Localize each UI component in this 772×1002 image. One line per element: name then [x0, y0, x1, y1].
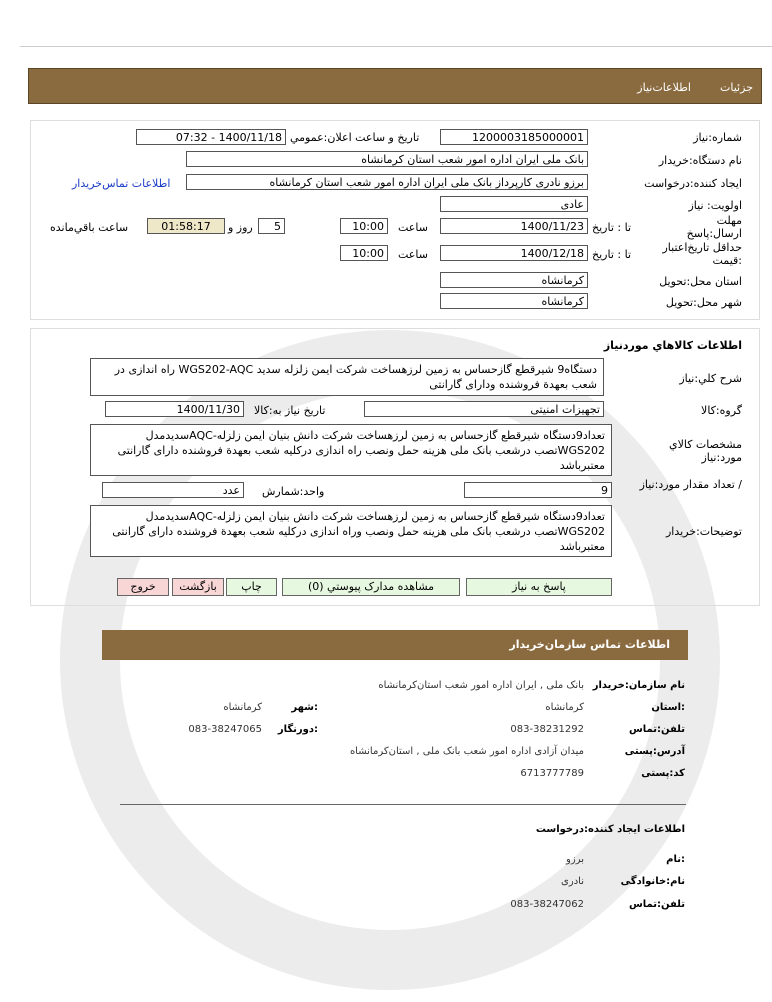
- desc-label: شرح کلي‌:نیاز: [679, 372, 742, 385]
- goods-title: اطلاعات کالاهاي مورد‌نیاز: [603, 339, 742, 352]
- creator-label: ایجاد کننده‌:درخواست: [644, 177, 742, 190]
- need-number-field: 1200003185000001: [440, 129, 588, 145]
- unit-label: واحد‌:شمارش: [262, 485, 325, 498]
- province-label: استان محل‌:تحویل: [659, 275, 742, 288]
- contact-city-value: کرمانشاه: [223, 702, 262, 713]
- buyer-label: نام دستگاه‌:خریدار: [658, 154, 742, 167]
- need-info-panel: [30, 120, 760, 320]
- need-number-label: شماره‌:نیاز: [693, 131, 742, 144]
- time-label-2: ساعت: [398, 248, 428, 261]
- creator-title: اطلاعات ایجاد کننده‌:درخواست: [535, 824, 685, 835]
- creator-family-value: نادری: [561, 876, 584, 887]
- spec-field: تعداد9دستگاه شیرقطع گازحساس به زمین لرزهساخت شرکت دانش بنیان ایمن زلزله-AQCسدیدمدل WGS202تصب درشعب بانک ملی هزینه حمل ونصب راه اندازی درکلیه شعب بعهدة فروشنده دارای گارانتی معتبرباشد: [90, 424, 612, 476]
- city-field: کرمانشاه: [440, 293, 588, 309]
- validity-time-field: 10:00: [340, 245, 388, 261]
- org-value: بانک ملی , ایران اداره امور شعب استان‌کرمانشاه: [378, 680, 584, 691]
- days-field: 5: [258, 218, 285, 234]
- qty-label: / تعداد مقدار مورد‌:نیاز: [639, 478, 742, 491]
- province-field: کرمانشاه: [440, 272, 588, 288]
- notes-field: تعداد9دستگاه شیرقطع گازحساس به زمین لرزهساخت شرکت دانش بنیان ایمن زلزله-AQCسدیدمدل WGS202تصب درشعب بانک ملی هزینه حمل ونصب وراه اندازی درکلیه شعب بعهدة فروشنده دارای گارانتی معتبرباشد: [90, 505, 612, 557]
- creator-field: برزو نادری کارپرداز بانک ملی ایران اداره امور شعب استان کرمانشاه: [186, 174, 588, 190]
- validity-label: حداقل تاریخ‌اعتبار :قیمت: [662, 241, 742, 267]
- top-divider: [20, 46, 772, 47]
- tab-need-info[interactable]: اطلاعات‌نیاز: [637, 81, 691, 94]
- contact-city-label: :شهر: [291, 702, 318, 713]
- exit-button[interactable]: خروج: [117, 578, 169, 596]
- creator-phone-value: 083-38247062: [510, 899, 584, 910]
- postal-label: کد‌:پستی: [641, 768, 685, 779]
- contact-phone-value: 083-38231292: [510, 724, 584, 735]
- to-date-label: تا : تاریخ: [592, 221, 631, 234]
- priority-field: عادی: [440, 196, 588, 212]
- deadline-label: مهلت ارسال‌:پاسخ: [686, 214, 742, 240]
- back-button[interactable]: بازگشت: [172, 578, 224, 596]
- announce-label: تاریخ و ساعت اعلان:عمومي: [290, 131, 420, 144]
- postal-value: 6713777789: [520, 768, 584, 779]
- countdown-field: 01:58:17: [147, 218, 225, 234]
- group-field: تجهیزات امنیتی: [364, 401, 604, 417]
- tab-details[interactable]: جزئیات: [720, 81, 753, 94]
- announce-field: 1400/11/18 - 07:32: [136, 129, 286, 145]
- days-label: روز و: [228, 221, 253, 234]
- creator-name-label: :نام: [666, 854, 685, 865]
- contact-phone-label: تلفن‌:تماس: [628, 724, 685, 735]
- fax-label: :دورنگار: [277, 724, 318, 735]
- spec-label: مشخصات کالاي مورد‌:نیاز: [668, 438, 742, 464]
- attachments-button[interactable]: مشاهده مدارک پیوستي (0): [282, 578, 460, 596]
- time-label: ساعت: [398, 221, 428, 234]
- deadline-time-field: 10:00: [340, 218, 388, 234]
- contact-province-label: :استان: [651, 702, 685, 713]
- reply-button[interactable]: پاسخ به نیاز: [466, 578, 612, 596]
- buyer-field: بانک ملی ایران اداره امور شعب استان کرمانشاه: [186, 151, 588, 167]
- city-label: شهر محل‌:تحویل: [665, 296, 742, 309]
- deadline-date-field: 1400/11/23: [440, 218, 588, 234]
- buyer-contact-link[interactable]: اطلاعات تماس‌خریدار: [72, 177, 171, 190]
- need-date-field: 1400/11/30: [105, 401, 244, 417]
- group-label: گروه‌:کالا: [701, 404, 742, 417]
- header-bar: [28, 68, 762, 104]
- unit-field: عدد: [102, 482, 244, 498]
- address-label: آدرس‌:پستی: [624, 746, 685, 757]
- remaining-label: ساعت باقي‌مانده: [50, 221, 129, 234]
- to-date-label-2: تا : تاریخ: [592, 248, 631, 261]
- contact-title: اطلاعات تماس سازمان‌خریدار: [509, 638, 670, 651]
- priority-label: اولویت: نیاز: [688, 199, 742, 212]
- creator-family-label: نام‌:خانوادگی: [620, 876, 685, 887]
- desc-field: دستگاه9 شیرقطع گازحساس به زمین لرزهساخت شرکت ایمن زلزله سدید WGS202-AQC راه اندازی در شعب بعهدة فروشنده ودارای گارانتی: [90, 358, 604, 396]
- creator-name-value: برزو: [566, 854, 584, 865]
- qty-field: 9: [464, 482, 612, 498]
- section-divider: [120, 804, 686, 805]
- print-button[interactable]: چاپ: [226, 578, 277, 596]
- notes-label: توضیحات‌:خریدار: [666, 525, 742, 538]
- need-date-label: تاریخ نیاز به‌:کالا: [254, 404, 326, 417]
- address-value: میدان آزادی اداره امور شعب بانک ملی , استان‌کرمانشاه: [349, 746, 584, 757]
- validity-date-field: 1400/12/18: [440, 245, 588, 261]
- contact-province-value: کرمانشاه: [545, 702, 584, 713]
- fax-value: 083-38247065: [188, 724, 262, 735]
- contact-header-bar: [102, 630, 688, 660]
- org-label: نام سازمان‌:خریدار: [592, 680, 685, 691]
- creator-phone-label: تلفن‌:تماس: [628, 899, 685, 910]
